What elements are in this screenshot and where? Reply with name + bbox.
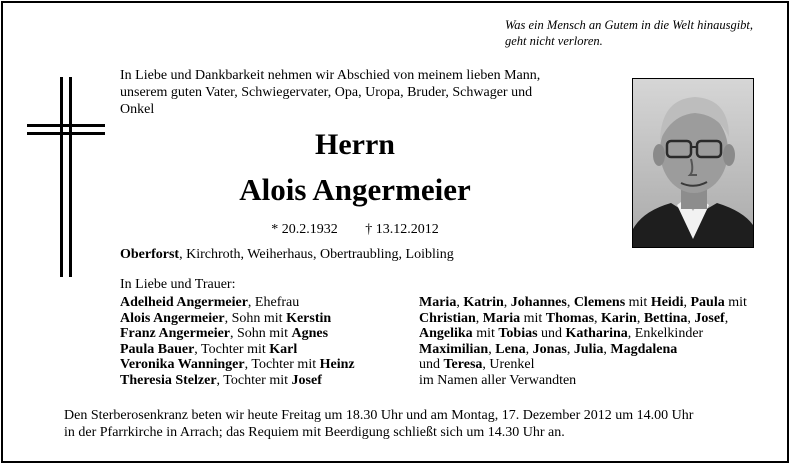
descendant-name: Johannes bbox=[510, 295, 567, 310]
descendants-row bbox=[419, 295, 747, 311]
descendants-row bbox=[419, 326, 747, 342]
place-rest: , Kirchroth, Weiherhaus, Obertraubling, Loibling bbox=[179, 247, 454, 262]
descendant-name: Maria bbox=[419, 295, 457, 310]
mourner-name: Veronika Wanninger bbox=[120, 357, 245, 373]
descendant-text: , bbox=[603, 341, 611, 357]
descendant-text: , bbox=[636, 310, 644, 326]
intro-line-1: In Liebe und Dankbarkeit nehmen wir Abschied von meinem lieben Mann, bbox=[120, 68, 541, 83]
death-date: † 13.12.2012 bbox=[365, 222, 439, 237]
service-info bbox=[64, 407, 779, 441]
descendants-row bbox=[419, 373, 747, 389]
descendant-text: , bbox=[566, 341, 574, 357]
mourner-partner-name: Agnes bbox=[291, 326, 329, 342]
portrait-image bbox=[633, 79, 753, 247]
descendant-name: Heidi bbox=[650, 295, 684, 310]
descendants-row bbox=[419, 342, 747, 358]
mourner-relation: , Sohn mit bbox=[224, 310, 287, 326]
mourner-row bbox=[120, 342, 355, 358]
mourner-row bbox=[120, 357, 355, 373]
descendant-text: , bbox=[503, 295, 511, 310]
place-first: Oberforst bbox=[120, 247, 180, 262]
descendant-text: und bbox=[537, 326, 566, 342]
service-line-2: in der Pfarrkirche in Arrach; das Requiem mit Beerdigung schließt sich um 14.30 Uhr an. bbox=[64, 425, 565, 440]
mourner-partner-name: Kerstin bbox=[286, 310, 332, 326]
mourner-name: Alois Angermeier bbox=[120, 310, 225, 326]
descendant-text: , bbox=[475, 310, 483, 326]
descendant-name: Maximilian bbox=[419, 341, 489, 357]
mourner-name: Theresia Stelzer bbox=[120, 372, 217, 388]
life-dates bbox=[120, 221, 590, 238]
descendant-name: Karin bbox=[601, 310, 637, 326]
descendant-text: , bbox=[566, 295, 574, 310]
mourner-row bbox=[120, 311, 355, 327]
descendants-row bbox=[419, 311, 747, 327]
intro-line-3: Onkel bbox=[120, 102, 155, 117]
descendant-name: Clemens bbox=[573, 295, 626, 310]
descendant-text: mit bbox=[472, 326, 499, 342]
descendant-text: und bbox=[419, 357, 444, 373]
mourner-row bbox=[120, 373, 355, 389]
descendant-text: , bbox=[683, 295, 691, 310]
descendant-name: Christian bbox=[419, 310, 476, 326]
cross-icon bbox=[27, 77, 105, 277]
descendant-text: , bbox=[456, 295, 464, 310]
intro-line-2: unserem guten Vater, Schwiegervater, Opa, Uropa, Bruder, Schwager und bbox=[120, 85, 533, 100]
descendant-name: Katrin bbox=[463, 295, 504, 310]
descendant-name: Magdalena bbox=[610, 341, 678, 357]
descendant-name: Tobias bbox=[498, 326, 538, 342]
descendant-text: , Enkelkinder bbox=[627, 326, 704, 342]
descendant-name: Julia bbox=[573, 341, 604, 357]
motto-line-1: Was ein Mensch an Gutem in die Welt hinausgibt, bbox=[505, 18, 754, 32]
mourner-name: Paula Bauer bbox=[120, 341, 195, 357]
mourner-relation: , Tochter mit bbox=[194, 341, 270, 357]
descendants-row bbox=[419, 357, 747, 373]
mourners-left-column bbox=[120, 295, 355, 389]
mourner-row bbox=[120, 326, 355, 342]
mourner-partner-name: Heinz bbox=[319, 357, 355, 373]
motto-quote bbox=[505, 17, 775, 49]
descendant-text: mit bbox=[724, 295, 747, 310]
descendant-text: , Urenkel bbox=[482, 357, 535, 373]
mourners-right-column bbox=[419, 295, 747, 389]
grief-label: In Liebe und Trauer: bbox=[120, 277, 236, 292]
descendant-name: Lena bbox=[495, 341, 526, 357]
mourner-relation: , Sohn mit bbox=[230, 326, 292, 342]
salutation: Herrn bbox=[315, 128, 395, 161]
descendant-text: , bbox=[488, 341, 496, 357]
mourner-row bbox=[120, 295, 355, 311]
portrait-photo bbox=[632, 78, 754, 248]
descendant-name: Katharina bbox=[565, 326, 628, 342]
service-line-1: Den Sterberosenkranz beten wir heute Freitag um 18.30 Uhr und am Montag, 17. Dezember 2012 um 14.00 Uhr bbox=[64, 408, 694, 423]
mourner-partner-name: Karl bbox=[269, 341, 298, 357]
descendant-text: mit bbox=[625, 295, 651, 310]
mourner-partner-name: Josef bbox=[291, 372, 322, 388]
motto-line-2: geht nicht verloren. bbox=[505, 34, 603, 48]
descendant-name: Teresa bbox=[443, 357, 483, 373]
mourner-name: Franz Angermeier bbox=[120, 326, 231, 342]
deceased-name: Alois Angermeier bbox=[239, 172, 471, 207]
places-line bbox=[120, 247, 454, 263]
birth-date: * 20.2.1932 bbox=[271, 222, 338, 237]
obituary-notice bbox=[1, 1, 789, 463]
descendant-text: , bbox=[724, 310, 729, 326]
descendant-text: , bbox=[525, 341, 533, 357]
descendant-name: Maria bbox=[482, 310, 521, 326]
descendant-text: mit bbox=[520, 310, 546, 326]
mourner-relation: , Tochter mit bbox=[244, 357, 320, 373]
descendant-name: Jonas bbox=[532, 341, 567, 357]
mourner-name: Adelheid Angermeier bbox=[120, 295, 248, 310]
descendant-text: im Namen aller Verwandten bbox=[419, 372, 577, 388]
descendant-name: Josef bbox=[694, 310, 725, 326]
descendant-name: Paula bbox=[690, 295, 725, 310]
descendant-name: Bettina bbox=[643, 310, 688, 326]
descendant-name: Angelika bbox=[419, 326, 473, 342]
mourner-relation: , Ehefrau bbox=[247, 295, 300, 310]
intro-text bbox=[120, 67, 590, 118]
mourner-relation: , Tochter mit bbox=[216, 372, 292, 388]
descendant-text: , bbox=[594, 310, 602, 326]
descendant-name: Thomas bbox=[545, 310, 595, 326]
descendant-text: , bbox=[687, 310, 695, 326]
